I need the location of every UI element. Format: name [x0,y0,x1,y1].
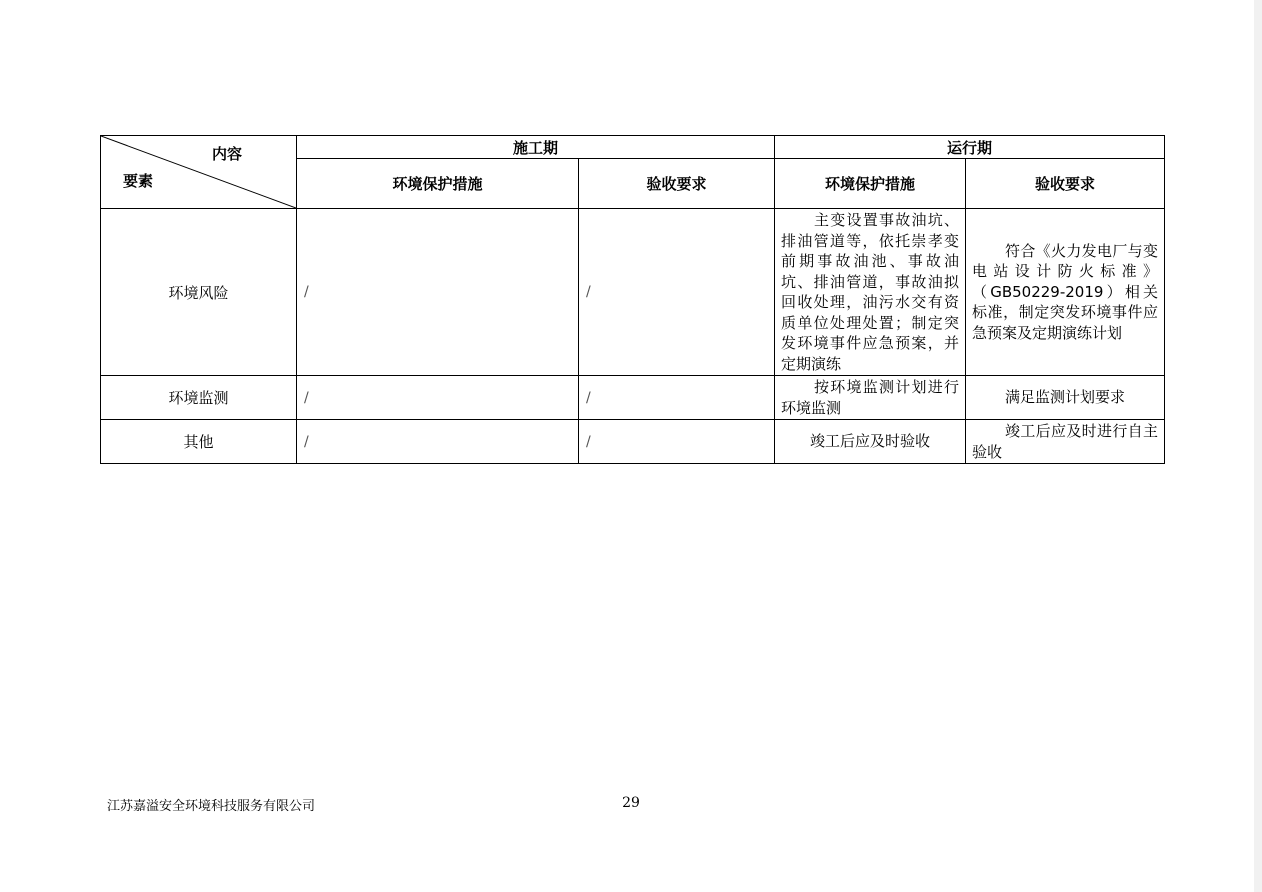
construction-measure-cell: / [297,420,579,464]
operation-acceptance-cell: 符合《火力发电厂与变电站设计防火标准》（GB50229-2019）相关标准，制定突发环境事件应急预案及定期演练计划 [966,209,1165,376]
acceptance-requirements-table [100,135,1165,464]
construction-acceptance-cell: / [579,420,775,464]
operation-measure-cell: 竣工后应及时验收 [775,420,966,464]
col-header-construction-measure: 环境保护措施 [297,159,579,209]
footer-company-name: 江苏嘉溢安全环境科技服务有限公司 [107,799,316,814]
construction-acceptance-cell: / [579,376,775,420]
table-row [101,420,1165,464]
operation-measure-cell: 按环境监测计划进行环境监测 [775,376,966,420]
table-row [101,376,1165,420]
col-header-operation-measure: 环境保护措施 [775,159,966,209]
construction-measure-cell: / [297,209,579,376]
phase-header-operation: 运行期 [775,136,1165,159]
operation-acceptance-cell: 满足监测计划要求 [966,376,1165,420]
phase-header-construction: 施工期 [297,136,775,159]
footer-page-number: 29 [622,795,640,811]
operation-acceptance-cell: 竣工后应及时进行自主验收 [966,420,1165,464]
col-header-construction-acceptance: 验收要求 [579,159,775,209]
corner-label-content: 内容 [211,145,242,163]
page-edge [1254,0,1262,892]
table-row [101,209,1165,376]
operation-measure-cell: 主变设置事故油坑、排油管道等，依托崇孝变前期事故油池、事故油坑、排油管道，事故油拟回收处理，油污水交有资质单位处理处置；制定突发环境事件应急预案，并定期演练 [775,209,966,376]
row-factor-cell: 环境监测 [101,376,297,420]
row-factor-cell: 环境风险 [101,209,297,376]
diagonal-corner-header [101,136,297,209]
construction-acceptance-cell: / [579,209,775,376]
col-header-operation-acceptance: 验收要求 [966,159,1165,209]
row-factor-cell: 其他 [101,420,297,464]
header-row-phases [101,136,1165,159]
corner-label-factor: 要素 [123,172,154,190]
construction-measure-cell: / [297,376,579,420]
